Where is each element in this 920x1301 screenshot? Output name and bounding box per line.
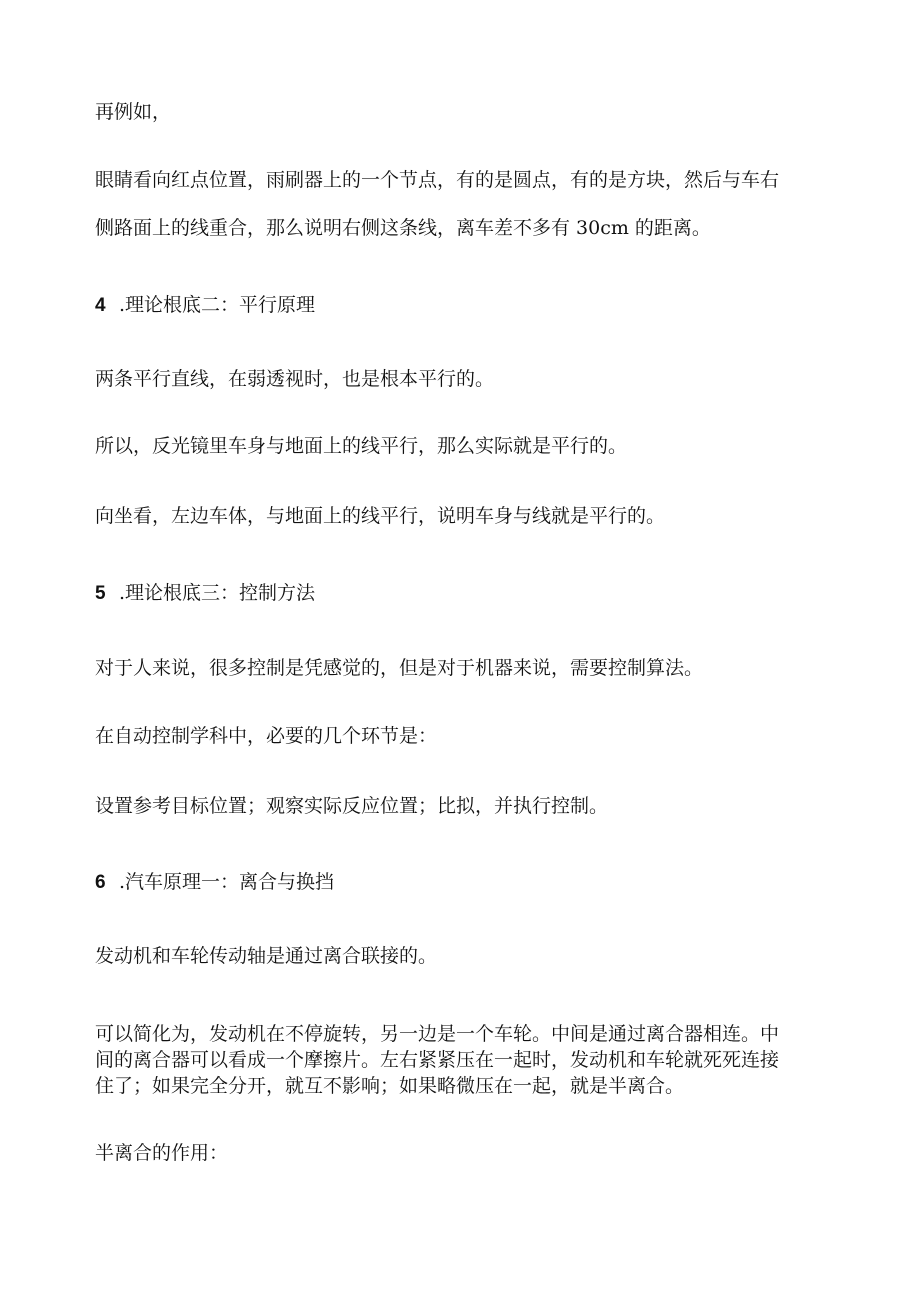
paragraph-clutch-simplified-line2: 间的离合器可以看成一个摩擦片。左右紧紧压在一起时，发动机和车轮就死死连接 bbox=[95, 1049, 780, 1071]
section-heading-4 bbox=[95, 293, 315, 318]
section-title: .汽车原理一：离合与换挡 bbox=[119, 871, 335, 893]
section-title: .理论根底三：控制方法 bbox=[119, 582, 316, 604]
section-number: 4 bbox=[95, 295, 106, 316]
paragraph-red-dot-line1: 眼睛看向红点位置，雨刷器上的一个节点，有的是圆点，有的是方块，然后与车右 bbox=[95, 169, 780, 191]
paragraph-red-dot-line2: 侧路面上的线重合，那么说明右侧这条线，离车差不多有 30cm 的距离。 bbox=[95, 217, 711, 239]
paragraph-clutch-connection: 发动机和车轮传动轴是通过离合联接的。 bbox=[95, 945, 438, 967]
section-title: .理论根底二：平行原理 bbox=[119, 294, 316, 316]
paragraph-clutch-simplified-line1: 可以简化为，发动机在不停旋转，另一边是一个车轮。中间是通过离合器相连。中 bbox=[95, 1023, 780, 1045]
section-heading-5 bbox=[95, 581, 315, 606]
paragraph-parallel-lines: 两条平行直线，在弱透视时，也是根本平行的。 bbox=[95, 368, 495, 390]
paragraph-left-body: 向坐看，左边车体，与地面上的线平行，说明车身与线就是平行的。 bbox=[95, 505, 666, 527]
paragraph-control-steps: 设置参考目标位置；观察实际反应位置；比拟，并执行控制。 bbox=[95, 795, 609, 817]
paragraph-mirror-parallel: 所以，反光镜里车身与地面上的线平行，那么实际就是平行的。 bbox=[95, 435, 628, 457]
paragraph-half-clutch-purpose: 半离合的作用： bbox=[95, 1142, 229, 1164]
paragraph-control-steps-intro: 在自动控制学科中，必要的几个环节是： bbox=[95, 725, 438, 747]
paragraph-control-algorithm: 对于人来说，很多控制是凭感觉的，但是对于机器来说，需要控制算法。 bbox=[95, 657, 704, 679]
paragraph-example-intro: 再例如， bbox=[95, 101, 172, 123]
section-number: 6 bbox=[95, 872, 106, 893]
section-heading-6 bbox=[95, 870, 334, 895]
section-number: 5 bbox=[95, 583, 106, 604]
paragraph-clutch-simplified-line3: 住了；如果完全分开，就互不影响；如果略微压在一起，就是半离合。 bbox=[95, 1075, 685, 1097]
